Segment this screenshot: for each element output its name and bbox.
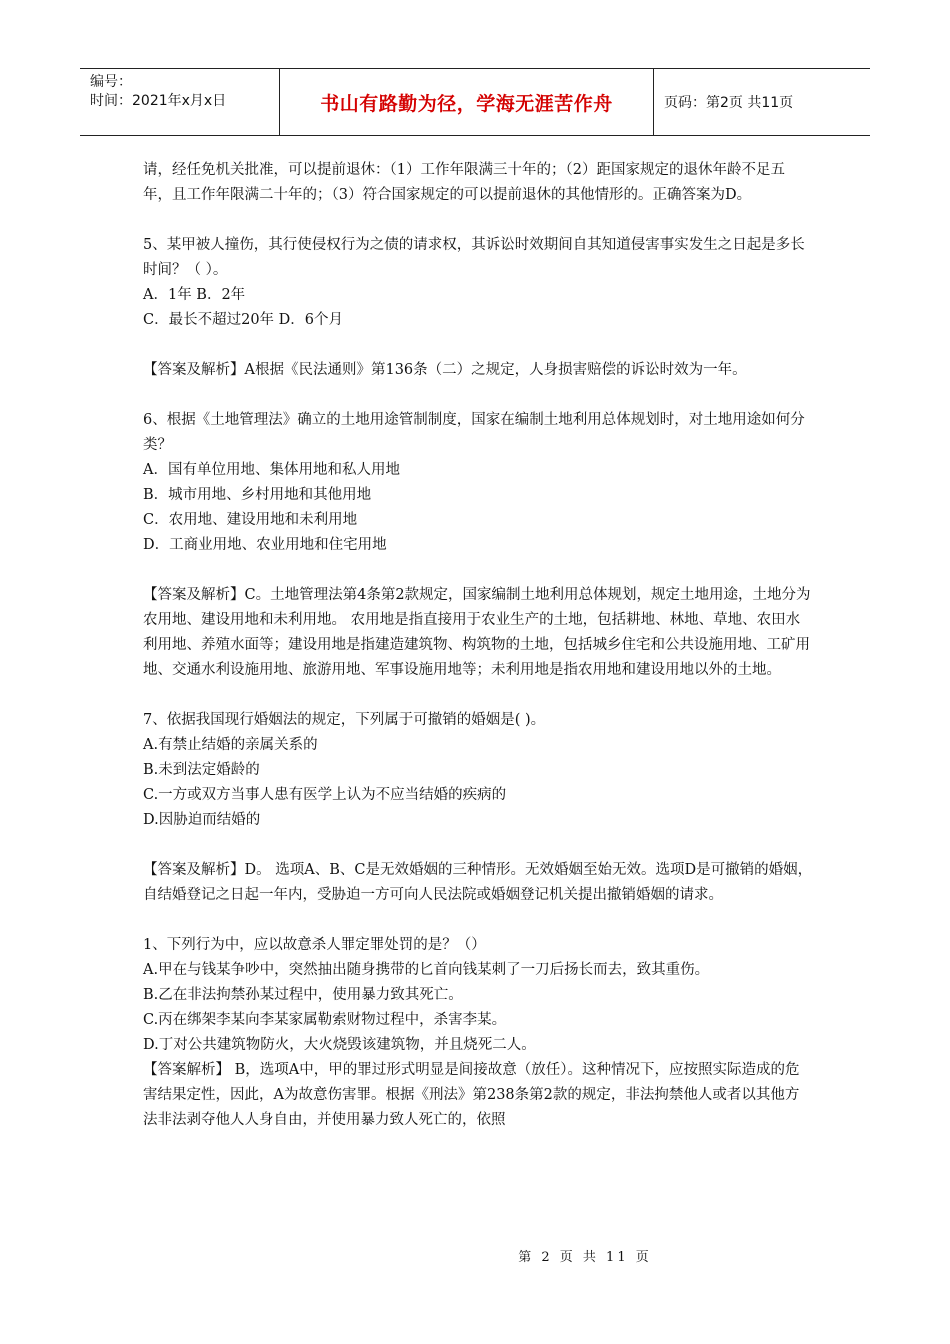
document-number-label: 编号： bbox=[90, 74, 132, 90]
body-paragraph: 【答案及解析】C。土地管理法第4条第2款规定，国家编制土地利用总体规划，规定土地用途，土地分为农用地、建设用地和未利用地。 农用地是指直接用于农业生产的土地，包括耕地、林地、草地、农田水利用地、养殖水面等；建设用地是指建造建筑物、构筑物的土地，包括城乡住宅和公共设施用地、工矿用地、交通水利设施用地、旅游用地、军事设施用地等；未利用地是指农用地和建设用地以外的土地。 bbox=[143, 587, 811, 678]
body-paragraph: 7、依据我国现行婚姻法的规定，下列属于可撤销的婚姻是( )。 bbox=[143, 712, 546, 728]
body-paragraph: C.丙在绑架李某向李某家属勒索财物过程中，杀害李某。 bbox=[143, 1012, 507, 1028]
header-page-info: 页码：第2页 共11页 bbox=[664, 95, 794, 111]
body-paragraph: C．最长不超过20年 D．6个月 bbox=[143, 312, 344, 328]
body-paragraph: C.一方或双方当事人患有医学上认为不应当结婚的疾病的 bbox=[143, 787, 507, 803]
document-body bbox=[143, 158, 813, 1133]
paragraph-spacer bbox=[143, 383, 813, 408]
body-paragraph: 5、某甲被人撞伤，其行使侵权行为之债的请求权，其诉讼时效期间自其知道侵害事实发生之日起是多长时间？（ ）。 bbox=[143, 237, 805, 278]
body-paragraph: A．国有单位用地、集体用地和私人用地 bbox=[143, 462, 400, 478]
body-paragraph: 6、根据《土地管理法》确立的土地用途管制制度，国家在编制土地利用总体规划时，对土地用途如何分类？ bbox=[143, 412, 805, 453]
body-paragraph: 【答案解析】 B，选项A中，甲的罪过形式明显是间接故意（放任）。这种情况下，应按照实际造成的危害结果定性，因此，A为故意伤害罪。根据《刑法》第238条第2款的规定，非法拘禁他人或者以其他方法非法剥夺他人人身自由，并使用暴力致人死亡的，依照 bbox=[143, 1062, 800, 1128]
paragraph-spacer bbox=[143, 908, 813, 933]
header-meta bbox=[80, 69, 280, 135]
paragraph-spacer bbox=[143, 833, 813, 858]
body-paragraph: A.甲在与钱某争吵中，突然抽出随身携带的匕首向钱某刺了一刀后扬长而去，致其重伤。 bbox=[143, 962, 710, 978]
header-motto: 书山有路勤为径，学海无涯苦作舟 bbox=[280, 69, 654, 135]
page-header bbox=[80, 68, 870, 136]
body-paragraph: D．工商业用地、农业用地和住宅用地 bbox=[143, 537, 387, 553]
body-paragraph: 【答案及解析】A根据《民法通则》第136条（二）之规定，人身损害赔偿的诉讼时效为一年。 bbox=[143, 362, 747, 378]
document-date-label: 时间：2021年x月x日 bbox=[90, 93, 227, 109]
paragraph-spacer bbox=[143, 683, 813, 708]
body-paragraph: 1、下列行为中，应以故意杀人罪定罪处罚的是？（） bbox=[143, 937, 486, 953]
body-paragraph: B.乙在非法拘禁孙某过程中，使用暴力致其死亡。 bbox=[143, 987, 463, 1003]
page-footer: 第 2 页 共 11 页 bbox=[518, 1250, 652, 1265]
paragraph-spacer bbox=[143, 558, 813, 583]
body-paragraph: B.未到法定婚龄的 bbox=[143, 762, 260, 778]
body-paragraph: C．农用地、建设用地和未利用地 bbox=[143, 512, 358, 528]
paragraph-spacer bbox=[143, 333, 813, 358]
body-paragraph: A．1年 B．2年 bbox=[143, 287, 246, 303]
body-paragraph: D.因胁迫而结婚的 bbox=[143, 812, 261, 828]
body-paragraph: 请，经任免机关批准，可以提前退休：（1）工作年限满三十年的；（2）距国家规定的退休年龄不足五年，且工作年限满二十年的；（3）符合国家规定的可以提前退休的其他情形的。正确答案为D。 bbox=[143, 162, 785, 203]
body-paragraph: D.丁对公共建筑物防火，大火烧毁该建筑物，并且烧死二人。 bbox=[143, 1037, 536, 1053]
body-paragraph: B．城市用地、乡村用地和其他用地 bbox=[143, 487, 372, 503]
body-paragraph: 【答案及解析】D。 选项A、B、C是无效婚姻的三种情形。无效婚姻至始无效。选项D是可撤销的婚姻，自结婚登记之日起一年内，受胁迫一方可向人民法院或婚姻登记机关提出撤销婚姻的请求。 bbox=[143, 862, 813, 903]
paragraph-spacer bbox=[143, 208, 813, 233]
body-paragraph: A.有禁止结婚的亲属关系的 bbox=[143, 737, 318, 753]
